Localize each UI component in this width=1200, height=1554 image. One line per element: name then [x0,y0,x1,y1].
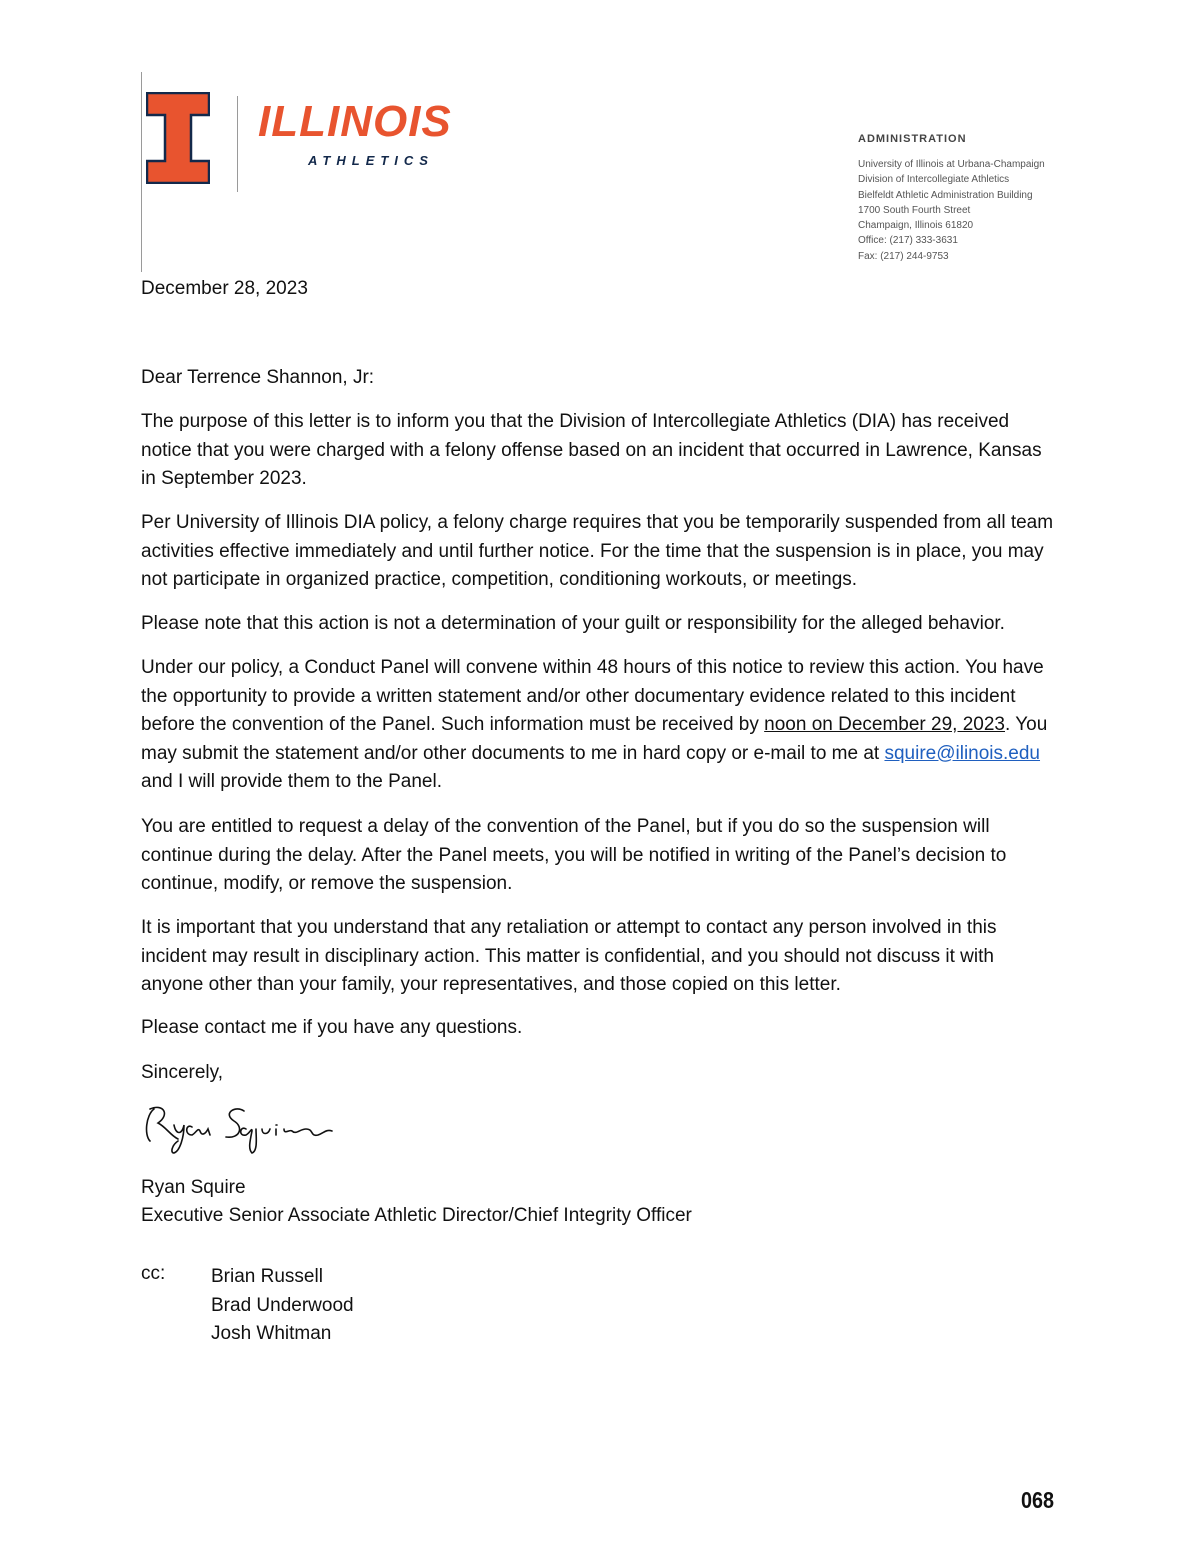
cc-recipient: Brian Russell [211,1266,323,1287]
address-line: Division of Intercollegiate Athletics [858,174,1010,186]
cc-label: cc: [141,1263,166,1284]
signature-icon [140,1095,350,1157]
fax-number: Fax: (217) 244-9753 [858,250,949,262]
athletics-wordmark: ATHLETICS [308,153,434,168]
page-number: 068 [1021,1487,1055,1513]
paragraph-conduct-panel: Under our policy, a Conduct Panel will convene within 48 hours of this notice to review this action. You have the opportunity to provide a written statement and/or other documentary evidence related to this incident before the convention of the Panel. Such information must be received by noon on December 29, 2023. You may submit the statement and/or other documents to me in hard copy or e-mail to me at squire@ilinois.edu and I will provide them to the Panel. [141,657,1048,793]
address-line: 1700 South Fourth Street [858,204,971,216]
address-line: University of Illinois at Urbana-Champaign [858,159,1045,170]
letterhead-left-rule [141,72,142,272]
paragraph-not-determination: Please note that this action is not a determination of your guilt or responsibility for the alleged behavior. [141,613,1005,634]
paragraph-purpose: The purpose of this letter is to inform you that the Division of Intercollegiate Athletics (DIA) has received notice that you were charged with a felony offense based on an incident that occurred in Lawrence, Kansas in September 2023. [141,411,1042,490]
illinois-wordmark: ILLINOIS [258,97,452,146]
closing: Sincerely, [141,1062,224,1083]
block-i-logo-icon [146,92,210,184]
signer-title: Executive Senior Associate Athletic Director/Chief Integrity Officer [141,1205,692,1226]
department-title: ADMINISTRATION [858,133,967,145]
address-line: Champaign, Illinois 61820 [858,220,974,232]
office-phone: Office: (217) 333-3631 [858,235,958,247]
paragraph-delay: You are entitled to request a delay of the convention of the Panel, but if you do so the suspension will continue during the delay. After the Panel meets, you will be notified in writing of the Panel’s decision to continue, modify, or remove the suspension. [141,816,1007,895]
paragraph-policy: Per University of Illinois DIA policy, a felony charge requires that you be temporarily suspended from all team activities effective immediately and until further notice. For the time that the suspension is in place, you may not participate in organized practice, competition, conditioning workouts, or meetings. [141,512,1054,591]
cc-recipient: Josh Whitman [211,1323,332,1344]
cc-recipient: Brad Underwood [211,1294,354,1316]
letterhead-address [858,157,1045,264]
cc-list [211,1263,354,1349]
salutation: Dear Terrence Shannon, Jr: [141,367,375,388]
paragraph-confidential: It is important that you understand that any retaliation or attempt to contact any person involved in this incident may result in disciplinary action. This matter is confidential, and you should not discuss it with anyone other than your family, your representatives, and those copied on this letter. [141,917,997,996]
letter-date: December 28, 2023 [141,278,308,299]
email-link[interactable]: squire@ilinois.edu [884,742,1041,764]
logo-divider [237,96,238,192]
address-line: Bielfeldt Athletic Administration Building [858,189,1033,201]
signer-name: Ryan Squire [141,1177,246,1198]
deadline-text: noon on December 29, 2023 [764,714,1005,736]
paragraph-contact: Please contact me if you have any questions. [141,1017,523,1038]
